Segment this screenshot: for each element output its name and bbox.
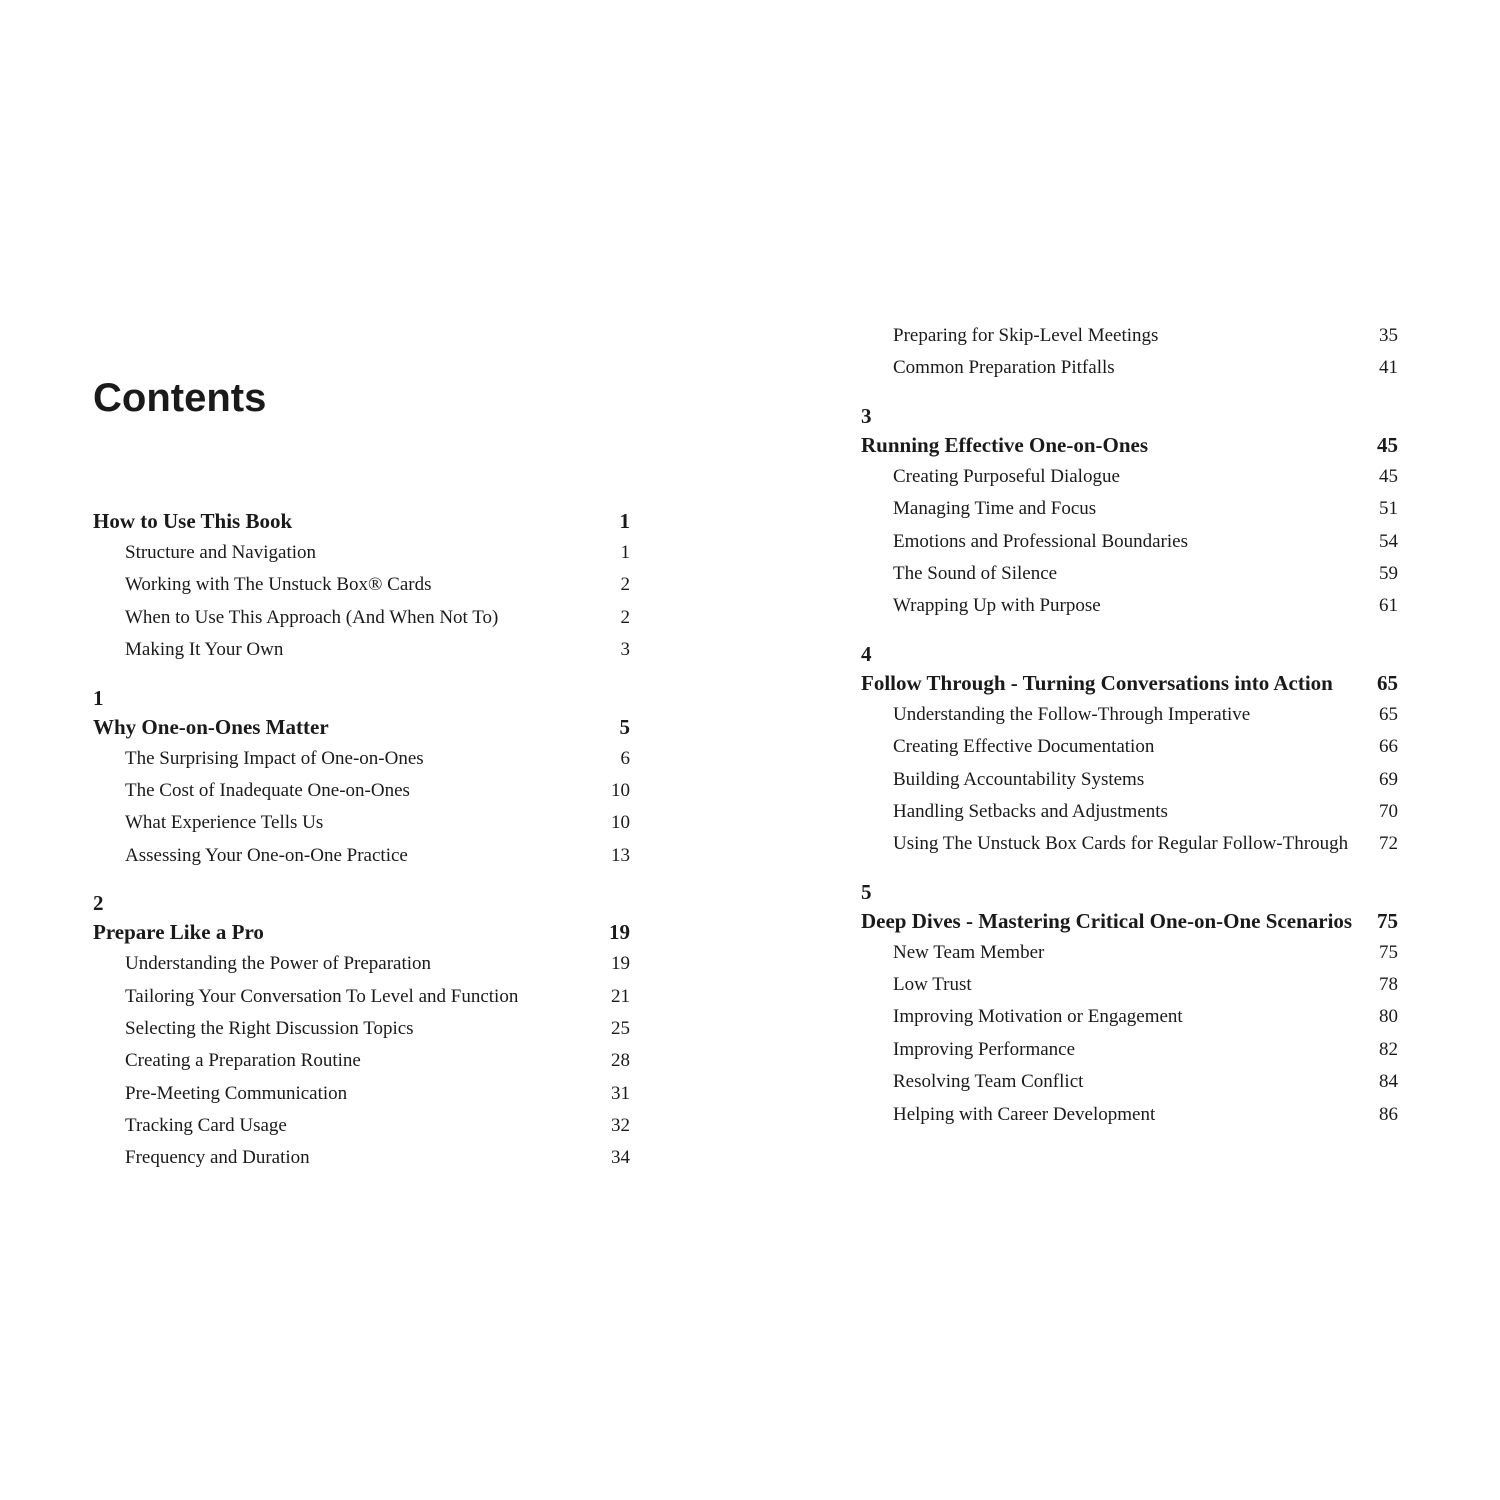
toc-entry-assessing-your-one-on-one-practice[interactable] xyxy=(93,840,630,872)
entry-page-number: 2 xyxy=(620,574,630,596)
entry-title: The Surprising Impact of One-on-Ones xyxy=(125,747,424,769)
toc-entry-understanding-the-follow-through-imperative[interactable] xyxy=(861,699,1398,731)
entry-title: Handling Setbacks and Adjustments xyxy=(893,800,1168,822)
toc-entry-managing-time-and-focus[interactable] xyxy=(861,493,1398,525)
entry-page-number: 59 xyxy=(1379,562,1398,584)
toc-entry-frequency-and-duration[interactable] xyxy=(93,1142,630,1174)
chapter-number: 4 xyxy=(861,641,872,666)
entry-title: Low Trust xyxy=(893,974,972,996)
entry-page-number: 10 xyxy=(611,779,630,801)
toc-entry-preparing-for-skip-level-meetings[interactable] xyxy=(861,320,1398,352)
entry-title: Pre-Meeting Communication xyxy=(125,1082,348,1104)
toc-entry-improving-motivation-or-engagement[interactable] xyxy=(861,1001,1398,1033)
heading-page-number: 1 xyxy=(619,509,630,533)
entry-page-number: 2 xyxy=(620,606,630,628)
entry-title: Improving Performance xyxy=(893,1038,1076,1060)
toc-entry-new-team-member[interactable] xyxy=(861,937,1398,969)
entry-page-number: 75 xyxy=(1379,941,1398,963)
entry-title: Structure and Navigation xyxy=(125,542,317,563)
entry-title: Improving Motivation or Engagement xyxy=(893,1006,1183,1028)
chapter-1 xyxy=(93,685,630,873)
entry-page-number: 54 xyxy=(1379,530,1398,552)
entry-title: When to Use This Approach (And When Not To) xyxy=(125,606,499,628)
toc-heading-how-to-use-this-book[interactable] xyxy=(93,505,630,537)
toc-right-column xyxy=(861,320,1398,1131)
toc-left-column xyxy=(93,505,630,1175)
entry-title: Emotions and Professional Boundaries xyxy=(893,530,1188,552)
toc-entry-using-the-unstuck-box-cards-for-regular-follow-through[interactable] xyxy=(861,828,1398,860)
heading-page-number: 5 xyxy=(619,714,630,739)
toc-entry-pre-meeting-communication[interactable] xyxy=(93,1078,630,1110)
entry-page-number: 51 xyxy=(1379,498,1398,520)
toc-entry-the-surprising-impact-of-one-on-ones[interactable] xyxy=(93,743,630,775)
entry-title: Resolving Team Conflict xyxy=(893,1071,1084,1093)
entry-page-number: 31 xyxy=(611,1082,630,1104)
entry-page-number: 72 xyxy=(1379,833,1398,855)
entry-title: What Experience Tells Us xyxy=(125,812,324,834)
chapter-number: 1 xyxy=(93,685,104,710)
toc-entry-what-experience-tells-us[interactable] xyxy=(93,807,630,839)
chapter-3 xyxy=(861,403,1398,623)
chapter-number: 3 xyxy=(861,403,872,428)
toc-entry-helping-with-career-development[interactable] xyxy=(861,1099,1398,1131)
toc-entry-low-trust[interactable] xyxy=(861,969,1398,1001)
entry-title: Tailoring Your Conversation To Level and Function xyxy=(125,985,519,1007)
toc-entry-common-preparation-pitfalls[interactable] xyxy=(861,352,1398,384)
section-continued xyxy=(861,320,1398,385)
heading-title: Why One-on-Ones Matter xyxy=(93,714,329,739)
entry-page-number: 78 xyxy=(1379,974,1398,996)
toc-entry-emotions-and-professional-boundaries[interactable] xyxy=(861,526,1398,558)
heading-title: Follow Through - Turning Conversations into Action xyxy=(861,670,1333,695)
entry-page-number: 6 xyxy=(620,747,630,769)
chapter-number: 5 xyxy=(861,879,872,904)
entry-page-number: 19 xyxy=(611,953,630,975)
toc-entry-improving-performance[interactable] xyxy=(861,1034,1398,1066)
entry-title: Understanding the Power of Preparation xyxy=(125,953,432,975)
toc-entry-making-it-your-own[interactable] xyxy=(93,634,630,666)
toc-heading-deep-dives-mastering-critical-one-on-one-scenarios[interactable] xyxy=(861,905,1398,937)
entry-title: Selecting the Right Discussion Topics xyxy=(125,1017,414,1039)
toc-heading-prepare-like-a-pro[interactable] xyxy=(93,916,630,948)
heading-title: How to Use This Book xyxy=(93,509,293,533)
entry-page-number: 13 xyxy=(611,844,630,866)
entry-page-number: 66 xyxy=(1379,736,1398,758)
toc-heading-running-effective-one-on-ones[interactable] xyxy=(861,429,1398,461)
entry-page-number: 28 xyxy=(611,1050,630,1072)
chapter-2 xyxy=(93,890,630,1175)
toc-heading-follow-through-turning-conversations-into-action[interactable] xyxy=(861,667,1398,699)
entry-title: The Sound of Silence xyxy=(893,562,1058,584)
toc-entry-wrapping-up-with-purpose[interactable] xyxy=(861,590,1398,622)
entry-title: Preparing for Skip-Level Meetings xyxy=(893,325,1159,346)
toc-entry-handling-setbacks-and-adjustments[interactable] xyxy=(861,796,1398,828)
entry-title: Using The Unstuck Box Cards for Regular Follow-Through xyxy=(893,833,1349,855)
entry-title: Understanding the Follow-Through Imperative xyxy=(893,703,1251,725)
toc-entry-creating-effective-documentation[interactable] xyxy=(861,731,1398,763)
heading-page-number: 75 xyxy=(1377,908,1398,933)
heading-title: Deep Dives - Mastering Critical One-on-One Scenarios xyxy=(861,908,1353,933)
heading-page-number: 19 xyxy=(609,920,630,945)
entry-title: Building Accountability Systems xyxy=(893,768,1145,790)
heading-title: Prepare Like a Pro xyxy=(93,920,264,945)
entry-title: Working with The Unstuck Box® Cards xyxy=(125,574,432,596)
chapter-number: 2 xyxy=(93,891,104,916)
entry-page-number: 65 xyxy=(1379,703,1398,725)
entry-title: Creating Effective Documentation xyxy=(893,736,1155,758)
toc-entry-creating-purposeful-dialogue[interactable] xyxy=(861,461,1398,493)
chapter-4 xyxy=(861,641,1398,861)
entry-title: Assessing Your One-on-One Practice xyxy=(125,844,408,866)
chapter-5 xyxy=(861,879,1398,1131)
heading-title: Running Effective One-on-Ones xyxy=(861,432,1149,457)
toc-entry-tracking-card-usage[interactable] xyxy=(93,1110,630,1142)
entry-page-number: 35 xyxy=(1379,325,1398,346)
entry-page-number: 41 xyxy=(1379,357,1398,379)
entry-page-number: 70 xyxy=(1379,800,1398,822)
toc-entry-the-sound-of-silence[interactable] xyxy=(861,558,1398,590)
entry-page-number: 10 xyxy=(611,812,630,834)
toc-entry-when-to-use-this-approach-and-when-not-to[interactable] xyxy=(93,602,630,634)
entry-page-number: 45 xyxy=(1379,465,1398,487)
toc-entry-tailoring-your-conversation-to-level-and-function[interactable] xyxy=(93,981,630,1013)
entry-page-number: 84 xyxy=(1379,1071,1398,1093)
entry-title: Common Preparation Pitfalls xyxy=(893,357,1115,379)
entry-title: Making It Your Own xyxy=(125,639,284,661)
entry-title: Wrapping Up with Purpose xyxy=(893,595,1101,617)
toc-entry-the-cost-of-inadequate-one-on-ones[interactable] xyxy=(93,775,630,807)
heading-page-number: 45 xyxy=(1377,432,1398,457)
toc-entry-structure-and-navigation[interactable] xyxy=(93,537,630,569)
entry-page-number: 69 xyxy=(1379,768,1398,790)
entry-page-number: 34 xyxy=(611,1147,630,1169)
toc-entry-understanding-the-power-of-preparation[interactable] xyxy=(93,948,630,980)
entry-page-number: 32 xyxy=(611,1115,630,1137)
toc-entry-resolving-team-conflict[interactable] xyxy=(861,1066,1398,1098)
entry-title: New Team Member xyxy=(893,941,1045,963)
section-how-to-use-this-book xyxy=(93,505,630,667)
toc-heading-why-one-on-ones-matter[interactable] xyxy=(93,711,630,743)
entry-page-number: 61 xyxy=(1379,595,1398,617)
entry-title: Creating a Preparation Routine xyxy=(125,1050,361,1072)
entry-page-number: 86 xyxy=(1379,1103,1398,1125)
entry-title: Frequency and Duration xyxy=(125,1147,310,1169)
toc-entry-creating-a-preparation-routine[interactable] xyxy=(93,1045,630,1077)
heading-page-number: 65 xyxy=(1377,670,1398,695)
toc-entry-working-with-the-unstuck-box-cards[interactable] xyxy=(93,569,630,601)
entry-title: Tracking Card Usage xyxy=(125,1115,287,1137)
page-title: Contents xyxy=(93,376,267,420)
entry-page-number: 80 xyxy=(1379,1006,1398,1028)
toc-entry-selecting-the-right-discussion-topics[interactable] xyxy=(93,1013,630,1045)
entry-page-number: 25 xyxy=(611,1017,630,1039)
entry-title: Helping with Career Development xyxy=(893,1103,1156,1125)
entry-page-number: 3 xyxy=(620,639,630,661)
entry-title: The Cost of Inadequate One-on-Ones xyxy=(125,779,410,801)
entry-page-number: 21 xyxy=(611,985,630,1007)
entry-title: Managing Time and Focus xyxy=(893,498,1097,520)
entry-page-number: 1 xyxy=(620,542,630,563)
entry-page-number: 82 xyxy=(1379,1038,1398,1060)
entry-title: Creating Purposeful Dialogue xyxy=(893,465,1120,487)
toc-entry-building-accountability-systems[interactable] xyxy=(861,764,1398,796)
